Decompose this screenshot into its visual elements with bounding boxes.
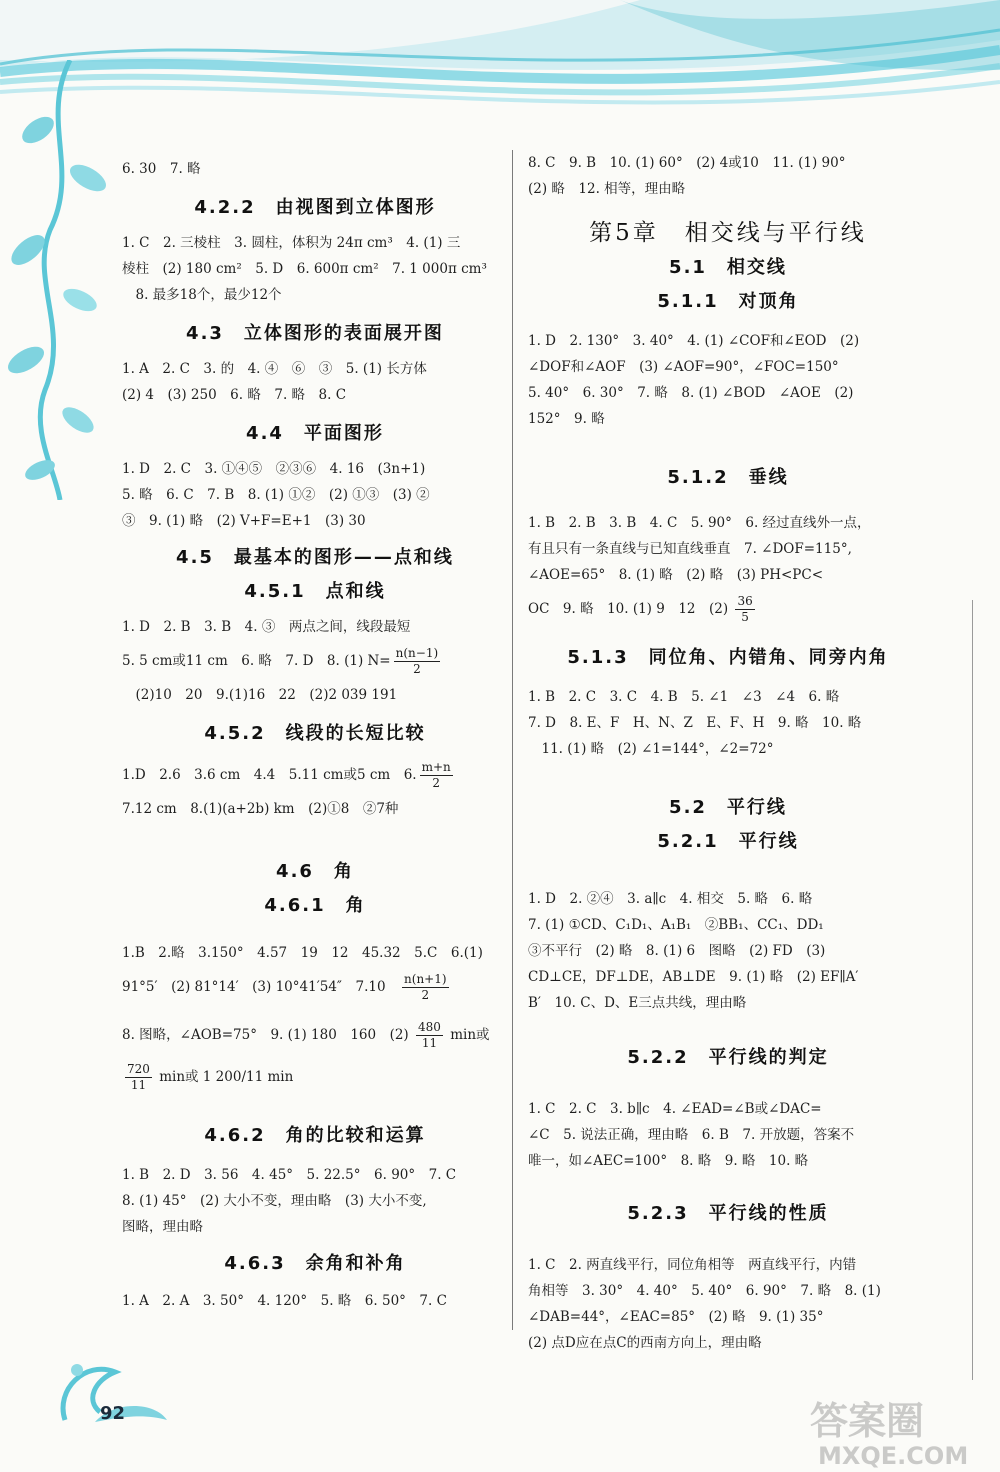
- header-banner: [0, 0, 1000, 160]
- answer-text: min或: [445, 1027, 490, 1043]
- section-heading: 5.2.2 平行线的判定: [627, 1047, 829, 1068]
- vine-decoration: [0, 60, 130, 500]
- watermark-logo: [800, 1390, 980, 1470]
- section-heading: 4.6.2 角的比较和运算: [204, 1125, 426, 1146]
- section-heading: 4.5 最基本的图形——点和线: [176, 547, 454, 568]
- section-heading: 4.3 立体图形的表面展开图: [186, 323, 444, 344]
- answer-line: [122, 1056, 508, 1098]
- fraction: [125, 1062, 152, 1093]
- section-heading: 5.2.1 平行线: [657, 831, 799, 852]
- fraction-denominator: 11: [130, 1078, 147, 1092]
- answer-line: [122, 640, 508, 682]
- answer-line: 6. 30 7. 略: [122, 161, 201, 177]
- answer-line: 唯一，如∠AEC=100° 8. 略 9. 略 10. 略: [528, 1153, 809, 1169]
- answer-line: 1. D 2. C 3. ①④⑤ ②③⑥ 4. 16 (3n+1): [122, 461, 426, 477]
- fraction: [420, 760, 453, 791]
- answer-line: 7. D 8. E、F H、N、Z E、F、H 9. 略 10. 略: [528, 715, 862, 731]
- answer-line: ③ 9. (1) 略 (2) V+F=E+1 (3) 30: [122, 513, 366, 529]
- fraction: [416, 1020, 443, 1051]
- answer-line: ∠AOE=65° 8. (1) 略 (2) 略 (3) PH<PC<: [528, 567, 824, 583]
- fraction: [735, 594, 754, 625]
- left-column: [122, 156, 508, 1314]
- fraction-denominator: 5: [741, 610, 749, 624]
- answer-text: 1.D 2.6 3.6 cm 4.4 5.11 cm或5 cm 6.: [122, 767, 417, 783]
- watermark-domain: MXQE.COM: [818, 1442, 969, 1470]
- fraction-denominator: 2: [421, 988, 430, 1002]
- fraction: [394, 646, 441, 677]
- answer-line: 11. (1) 略 (2) ∠1=144°，∠2=72°: [528, 741, 774, 757]
- answer-line: ③不平行 (2) 略 8. (1) 6 图略 (2) FD (3): [528, 943, 826, 959]
- right-column: [528, 156, 928, 1356]
- answer-line: ∠C 5. 说法正确，理由略 6. B 7. 开放题，答案不: [528, 1127, 855, 1143]
- fraction-numerator: 36: [737, 594, 753, 608]
- fraction: [402, 972, 449, 1003]
- answer-line: B′ 10. C、D、E三点共线，理由略: [528, 995, 747, 1011]
- answer-line: 5. 略 6. C 7. B 8. (1) ①② (2) ①③ (3) ②: [122, 487, 430, 503]
- watermark-text: 答案圈: [810, 1399, 925, 1443]
- answer-line: 1. A 2. A 3. 50° 4. 120° 5. 略 6. 50° 7. C: [122, 1293, 447, 1309]
- section-heading: 4.5.2 线段的长短比较: [204, 723, 426, 744]
- fraction-numerator: 720: [127, 1062, 150, 1076]
- section-heading: 5.1.2 垂线: [667, 467, 789, 488]
- section-heading: 5.1 相交线: [669, 257, 787, 278]
- answer-line: 1. B 2. B 3. B 4. C 5. 90° 6. 经过直线外一点，: [528, 515, 871, 531]
- answer-text: 8. 图略，∠AOB=75° 9. (1) 180 160 (2): [122, 1027, 413, 1043]
- answer-line: [528, 588, 928, 630]
- answer-line: ∠DAB=44°，∠EAC=85° (2) 略 9. (1) 35°: [528, 1309, 824, 1325]
- answer-line: 1. D 2. B 3. B 4. ③ 两点之间，线段最短: [122, 619, 411, 635]
- fraction-denominator: 2: [432, 776, 441, 790]
- section-heading: 5.2 平行线: [669, 797, 787, 818]
- column-divider: [512, 150, 513, 1330]
- fraction-denominator: 2: [413, 662, 421, 676]
- section-heading: 4.6.1 角: [264, 895, 366, 916]
- answer-text: 91°5′ (2) 81°14′ (3) 10°41′54″ 7.10: [122, 979, 400, 995]
- answer-line: [122, 1014, 508, 1056]
- answer-line: 有且只有一条直线与已知直线垂直 7. ∠DOF=115°,: [528, 541, 852, 557]
- answer-line: 1. C 2. C 3. b∥c 4. ∠EAD=∠B或∠DAC=: [528, 1101, 822, 1117]
- answer-line: 棱柱 (2) 180 cm² 5. D 6. 600π cm² 7. 1 000π cm³: [122, 261, 487, 277]
- page-number: 92: [100, 1403, 126, 1424]
- answer-line: 1. A 2. C 3. 的 4. ④ ⑥ ③ 5. (1) 长方体: [122, 361, 427, 377]
- section-heading: 4.2.2 由视图到立体图形: [194, 197, 436, 218]
- answer-line: ∠DOF和∠AOF (3) ∠AOF=90°，∠FOC=150°: [528, 359, 839, 375]
- answer-line: 1. B 2. D 3. 56 4. 45° 5. 22.5° 6. 90° 7. C: [122, 1167, 457, 1183]
- answer-line: 1. C 2. 三棱柱 3. 圆柱，体积为 24π cm³ 4. (1) 三: [122, 235, 461, 251]
- answer-line: 1.B 2.略 3.150° 4.57 19 12 45.32 5.C 6.(1): [122, 945, 483, 961]
- answer-line: [122, 754, 508, 796]
- fraction-numerator: n(n−1): [395, 646, 439, 660]
- answer-line: 8. (1) 45° (2) 大小不变，理由略 (3) 大小不变,: [122, 1193, 427, 1209]
- answer-line: 8. C 9. B 10. (1) 60° (2) 4或10 11. (1) 90°: [528, 155, 846, 171]
- fraction-numerator: m+n: [421, 760, 451, 774]
- section-heading: 4.5.1 点和线: [244, 581, 386, 602]
- fraction-numerator: 480: [418, 1020, 441, 1034]
- answer-line: 7. (1) ①CD、C₁D₁、A₁B₁ ②BB₁、CC₁、DD₁: [528, 917, 824, 933]
- answer-line: 8. 最多18个，最少12个: [122, 287, 282, 303]
- section-heading: 5.1.1 对顶角: [657, 291, 799, 312]
- chapter-title: 第5章 相交线与平行线: [589, 220, 867, 246]
- fraction-denominator: 11: [421, 1036, 438, 1050]
- answer-line: CD⊥CE，DF⊥DE，AB⊥DE 9. (1) 略 (2) EF∥A′: [528, 969, 859, 985]
- fraction-numerator: n(n+1): [404, 972, 447, 986]
- answer-line: [122, 966, 508, 1008]
- answer-line: 5. 40° 6. 30° 7. 略 8. (1) ∠BOD ∠AOE (2): [528, 385, 854, 401]
- answer-line: (2)10 20 9.(1)16 22 (2)2 039 191: [122, 687, 398, 703]
- answer-text: min或 1 200/11 min: [154, 1069, 294, 1085]
- right-edge-rule: [972, 600, 973, 1380]
- answer-line: 角相等 3. 30° 4. 40° 5. 40° 6. 90° 7. 略 8. (1): [528, 1283, 881, 1299]
- answer-line: 1. D 2. ②④ 3. a∥c 4. 相交 5. 略 6. 略: [528, 891, 813, 907]
- section-heading: 4.6 角: [276, 861, 354, 882]
- answer-line: 图略，理由略: [122, 1219, 203, 1235]
- answer-line: (2) 4 (3) 250 6. 略 7. 略 8. C: [122, 387, 347, 403]
- section-heading: 4.4 平面图形: [246, 423, 384, 444]
- answer-line: 152° 9. 略: [528, 411, 605, 427]
- answer-line: (2) 略 12. 相等，理由略: [528, 181, 686, 197]
- answer-text: 5. 5 cm或11 cm 6. 略 7. D 8. (1) N=: [122, 653, 391, 669]
- section-heading: 5.1.3 同位角、内错角、同旁内角: [567, 647, 889, 668]
- answer-line: 7.12 cm 8.(1)(a+2b) km (2)①8 ②7种: [122, 801, 399, 817]
- section-heading: 4.6.3 余角和补角: [224, 1253, 406, 1274]
- answer-line: (2) 点D应在点C的西南方向上，理由略: [528, 1335, 762, 1351]
- answer-line: 1. B 2. C 3. C 4. B 5. ∠1 ∠3 ∠4 6. 略: [528, 689, 840, 705]
- answer-line: 1. D 2. 130° 3. 40° 4. (1) ∠COF和∠EOD (2): [528, 333, 860, 349]
- section-heading: 5.2.3 平行线的性质: [627, 1203, 829, 1224]
- answer-text: OC 9. 略 10. (1) 9 12 (2): [528, 601, 733, 617]
- answer-line: 1. C 2. 两直线平行，同位角相等 两直线平行，内错: [528, 1257, 857, 1273]
